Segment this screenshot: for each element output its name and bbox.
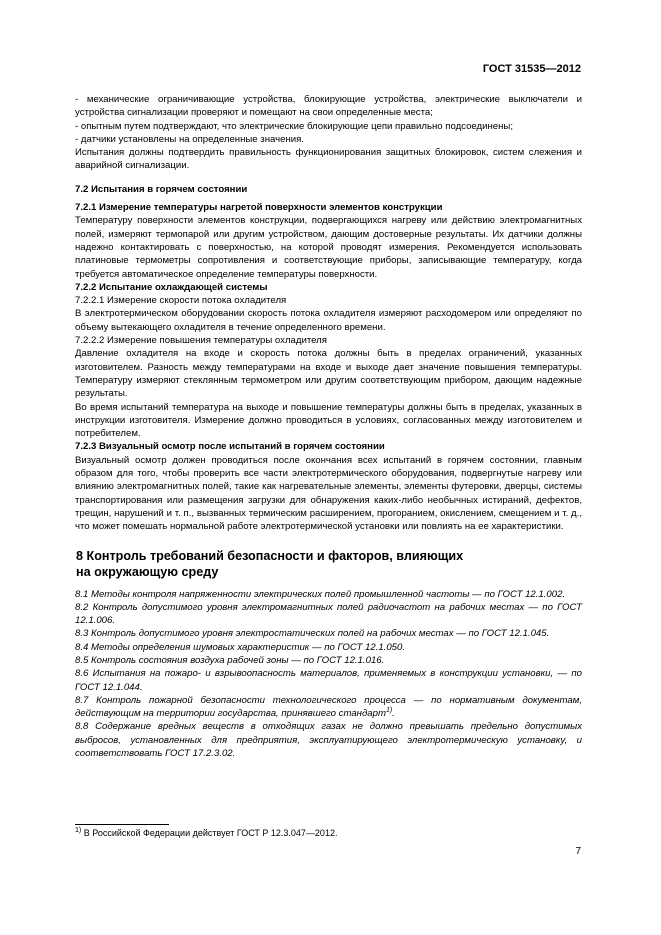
paragraph: Испытания должны подтвердить правильность функционирования защитных блокировок, систем слежения и аварийной сигнализации. (75, 147, 582, 172)
paragraph: В электротермическом оборудовании скорость потока охладителя измеряют расходомером или определяют по объему вытекающего охладителя в течение определенного времени. (75, 308, 582, 333)
list-item: 8.5 Контроль состояния воздуха рабочей зоны — по ГОСТ 12.1.016. (75, 654, 385, 666)
section-8-heading (75, 548, 582, 580)
paragraph: Температуру поверхности элементов конструкции, подвергающихся нагреву или действию электромагнитных полей, измеряют термопарой или другим устройством, дающим достоверные результаты. Их датчики должны надежно контактировать с поверхностью, на которой проводят измерения. Рекомендуется использовать платиновые термометры сопротивления и соответствующие приборы, записывающие температуру, когда требуется автоматическое определение температуры поверхности. (75, 215, 582, 280)
section-7-2-2-heading: 7.2.2 Испытание охлаждающей системы (75, 281, 268, 293)
paragraph: Давление охладителя на входе и скорость потока должны быть в пределах ограничений, указанных изготовителем. Разность между температурами на входе и выходе дает значение повышения температуры. Температуру измеряют стеклянным термометром или другим соответствующим прибором, дающим надежные результаты. (75, 348, 582, 400)
list-item: 8.1 Методы контроля напряженности электрических полей промышленной частоты — по ГОСТ 12.1.002. (75, 588, 566, 600)
paragraph: - опытным путем подтверждают, что электрические блокирующие цепи правильно подсоединены; (75, 120, 513, 132)
paragraph: Визуальный осмотр должен проводиться после окончания всех испытаний в горячем состоянии, главным образом для того, чтобы проверить все части электротермического оборудования, подвергнутые нагреву или влиянию электромагнитных полей, такие как нагревательные элементы, элементы футеровки, дверцы, системы транспортирования или размещения загрузки для обнаружения каких-либо необычных истираний, дефектов, трещин, нарушений и т. п., вызванных термическим расширением, прогоранием, окислением, смещением и т. д., что может помешать нормальной работе электротермической установки или повлиять на ее характеристики. (75, 454, 582, 533)
footnote-reference: 1) (385, 706, 393, 714)
footnote-divider (75, 824, 169, 825)
section-8-heading-line1: 8 Контроль требований безопасности и факторов, влияющих (76, 548, 464, 563)
section-8-heading-line2: на окружающую среду (76, 564, 219, 579)
document-body (75, 93, 582, 760)
list-item: 8.2 Контроль допустимого уровня электромагнитных полей радиочастот на рабочих местах — по ГОСТ 12.1.006. (75, 601, 582, 627)
paragraph: Во время испытаний температура на выходе и повышение температуры должны быть в пределах, указанных в инструкции изготовителя. Измерение должно проводиться в условиях, согласованных между изготовителем и потребителем. (75, 401, 582, 440)
list-item: 8.8 Содержание вредных веществ в отходящих газах не должно превышать предельно допустимых выбросов, установленных для предприятия, эксплуатирующего электротермическую установку, и соответствовать ГОСТ 17.2.3.02. (75, 721, 582, 760)
footnote-text: В Российской Федерации действует ГОСТ Р 12.3.047—2012. (81, 828, 338, 838)
list-item-end: . (392, 708, 395, 720)
list-item (75, 694, 582, 721)
footnote-mark: 1) (75, 827, 82, 834)
document-code-header: ГОСТ 31535—2012 (482, 63, 581, 75)
section-7-2-2-2-heading: 7.2.2.2 Измерение повышения температуры охладителя (75, 335, 327, 347)
section-7-2-3-heading: 7.2.3 Визуальный осмотр после испытаний в горячем состоянии (75, 441, 385, 453)
section-7-2-heading: 7.2 Испытания в горячем состоянии (75, 183, 248, 195)
paragraph: - датчики установлены на определенные значения. (75, 133, 304, 145)
page-number: 7 (575, 846, 581, 857)
footnote (75, 828, 337, 838)
list-item: 8.4 Методы определения шумовых характеристик — по ГОСТ 12.1.050. (75, 641, 406, 653)
section-8-items (75, 588, 582, 761)
list-item: 8.3 Контроль допустимого уровня электростатических полей на рабочих местах — по ГОСТ 12.1.045. (75, 628, 550, 640)
section-7-2-2-1-heading: 7.2.2.1 Измерение скорости потока охладителя (75, 295, 287, 307)
list-item-text: 8.7 Контроль пожарной безопасности технологического процесса — по нормативным документам, действующим на территории государства, принявшего стандарт (75, 694, 582, 720)
list-item: 8.6 Испытания на пожаро- и взрывоопасность материалов, применяемых в конструкции установки, — по ГОСТ 12.1.044. (75, 668, 582, 693)
section-7-2-1-heading: 7.2.1 Измерение температуры нагретой поверхности элементов конструкции (75, 202, 443, 214)
paragraph: - механические ограничивающие устройства, блокирующие устройства, электрические выключатели и устройства сигнализации проверяют и помещают на свои определенные места; (75, 94, 582, 119)
